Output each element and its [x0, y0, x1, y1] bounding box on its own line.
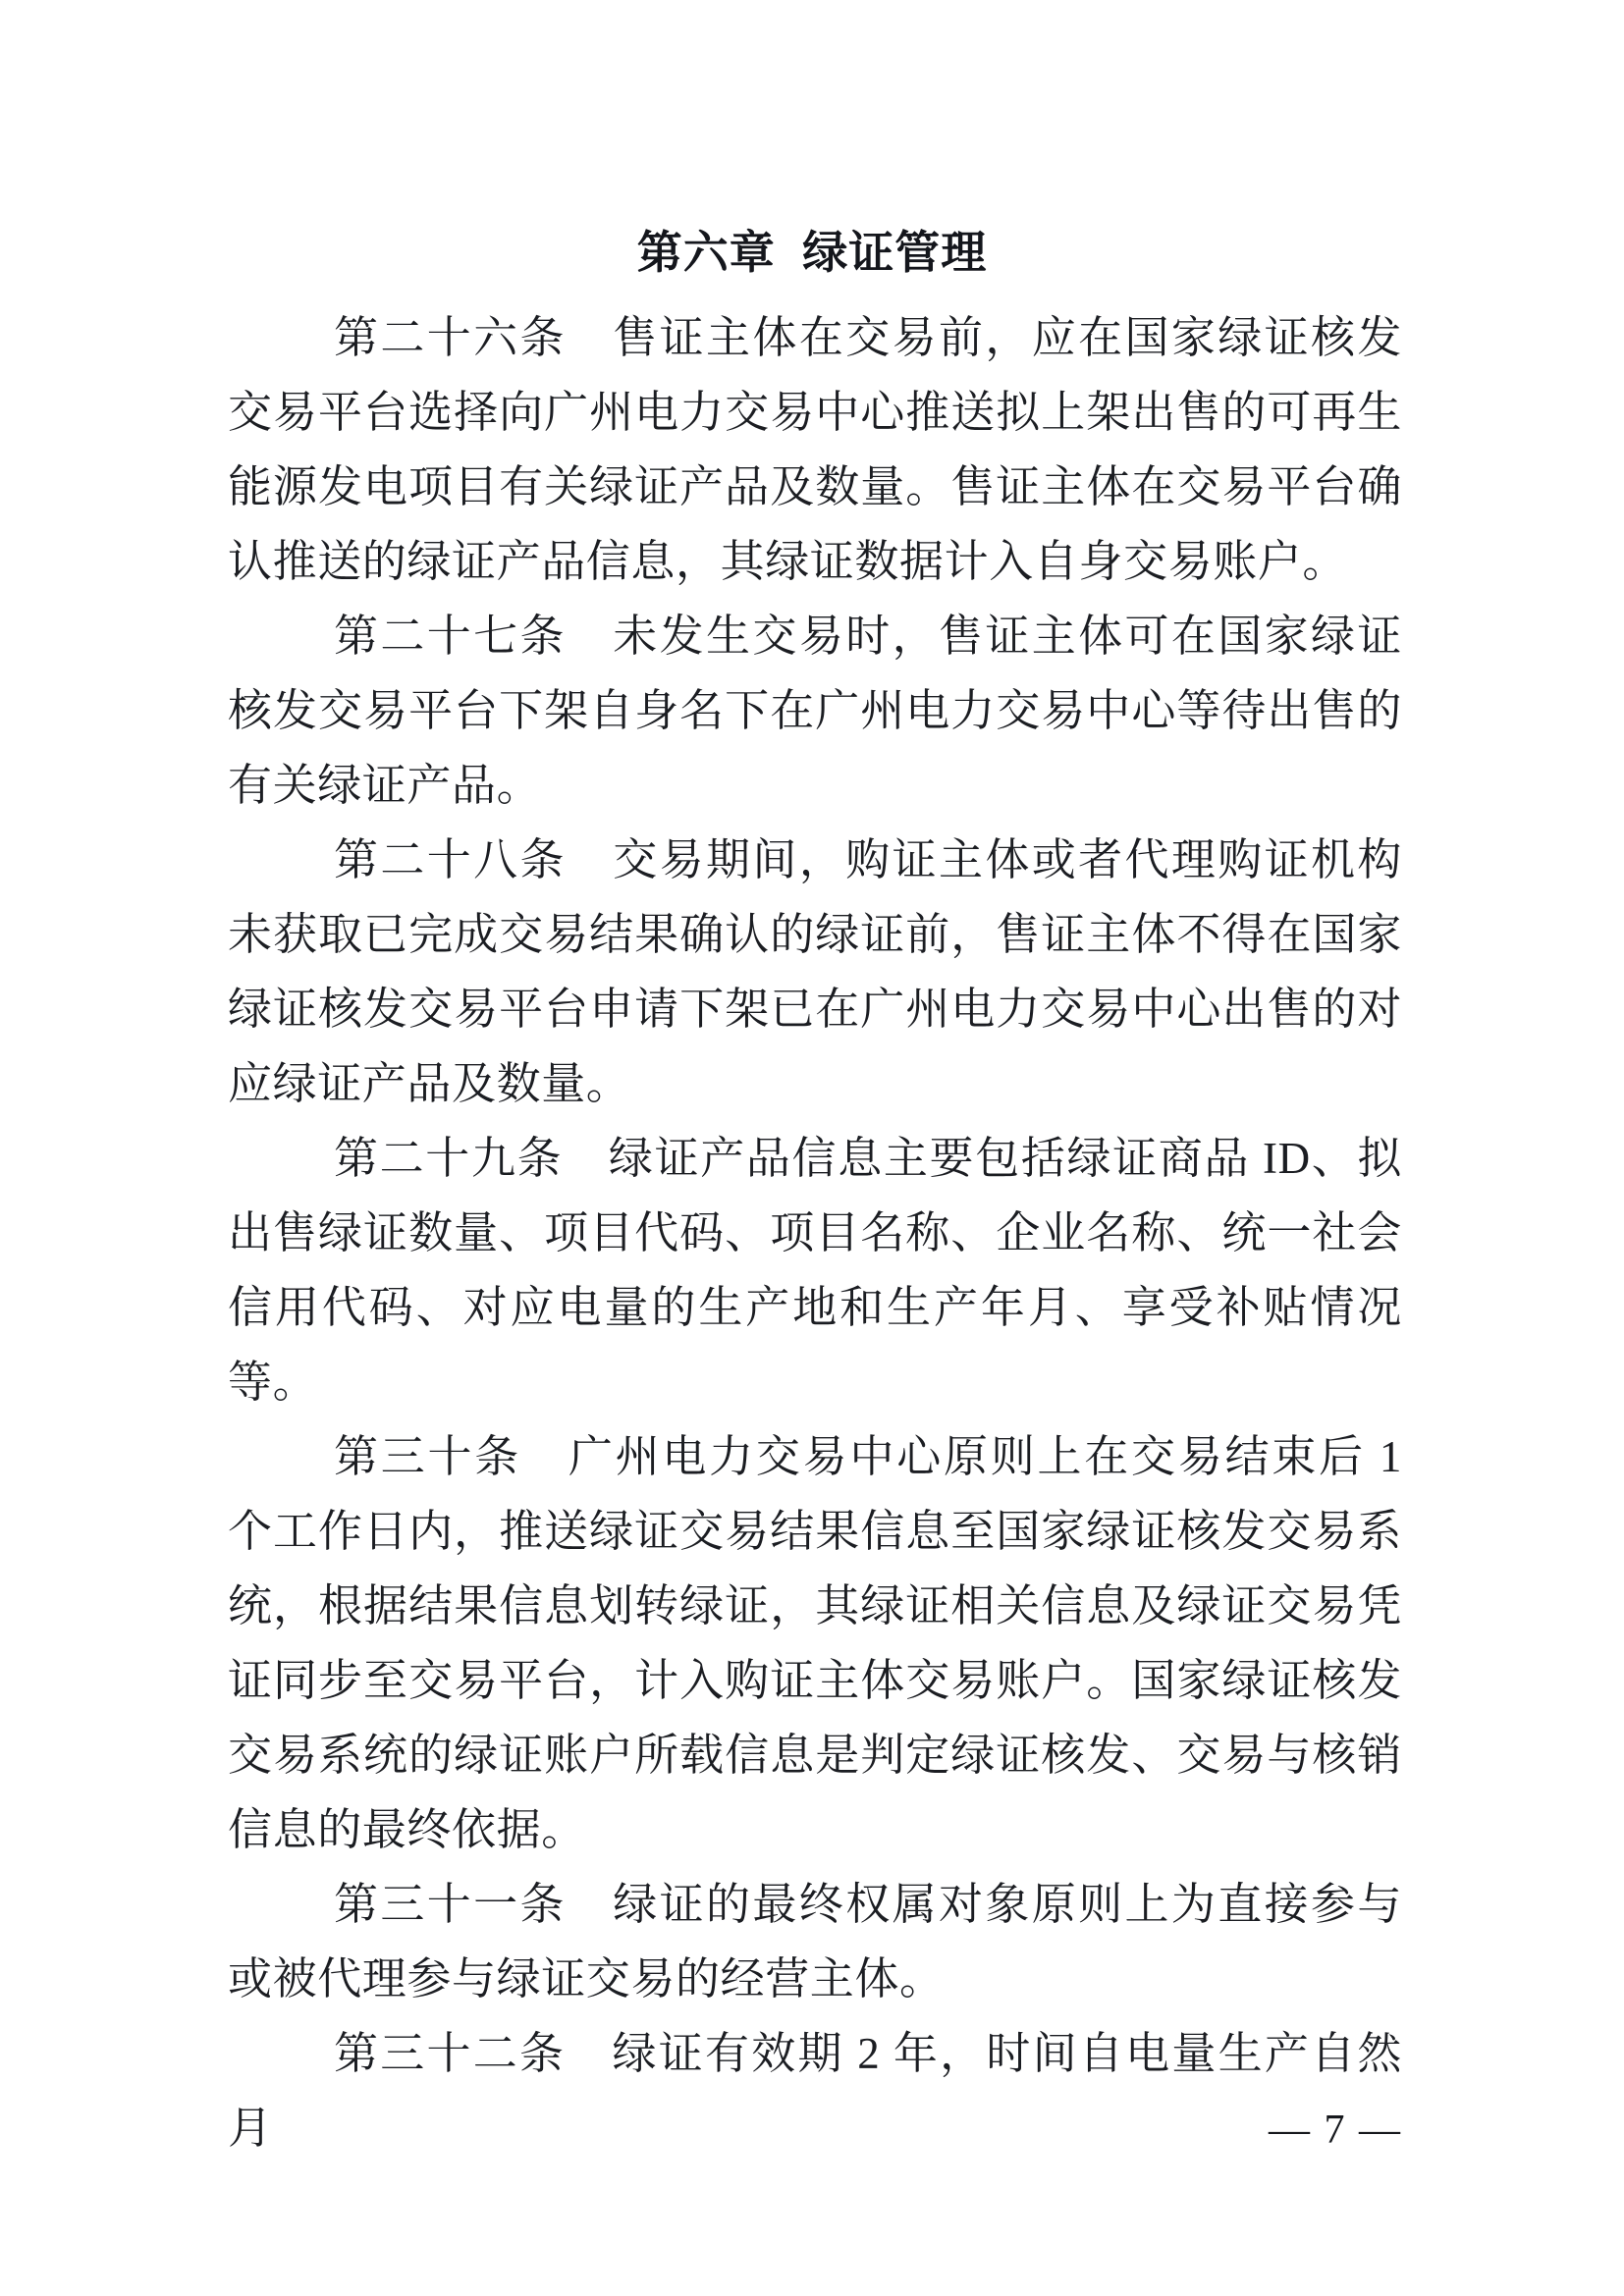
article-paragraph-32: 第三十二条 绿证有效期 2 年，时间自电量生产自然月: [228, 2029, 1402, 2153]
article-paragraph-30: 第三十条 广州电力交易中心原则上在交易结束后 1 个工作日内，推送绿证交易结果信息至国家绿证核发交易系统，根据结果信息划转绿证，其绿证相关信息及绿证交易凭证同步至交易平台，计入购证主体交易账户。国家绿证核发交易系统的绿证账户所载信息是判定绿证核发、交易与核销信息的最终依据。: [228, 1432, 1402, 1854]
article-paragraph-28: 第二十八条 交易期间，购证主体或者代理购证机构未获取已完成交易结果确认的绿证前，售证主体不得在国家绿证核发交易平台申请下架已在广州电力交易中心出售的对应绿证产品及数量。: [228, 835, 1402, 1108]
chapter-heading: 第六章 绿证管理: [636, 226, 988, 278]
article-paragraph-31: 第三十一条 绿证的最终权属对象原则上为直接参与或被代理参与绿证交易的经营主体。: [228, 1880, 1402, 2003]
article-paragraph-27: 第二十七条 未发生交易时，售证主体可在国家绿证核发交易平台下架自身名下在广州电力交易中心等待出售的有关绿证产品。: [228, 612, 1402, 810]
page-number: — 7 —: [1269, 2108, 1402, 2153]
article-paragraph-26: 第二十六条 售证主体在交易前，应在国家绿证核发交易平台选择向广州电力交易中心推送拟上架出售的可再生能源发电项目有关绿证产品及数量。售证主体在交易平台确认推送的绿证产品信息，其绿证数据计入自身交易账户。: [228, 313, 1402, 586]
document-body: [228, 300, 1402, 2165]
article-paragraph-29: 第二十九条 绿证产品信息主要包括绿证商品 ID、拟出售绿证数量、项目代码、项目名称、企业名称、统一社会信用代码、对应电量的生产地和生产年月、享受补贴情况等。: [228, 1134, 1402, 1407]
